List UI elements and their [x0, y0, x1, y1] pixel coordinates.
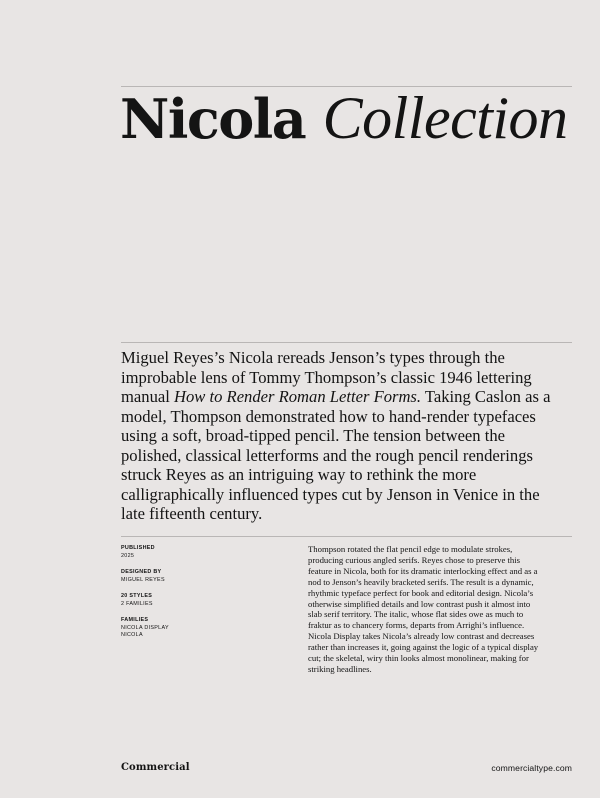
intro-text-after: Taking Caslon as a model, Thompson demonstrated how to hand-render typefaces using a soft, broad-tipped pencil. The tension between the polished, classical letterforms and the rough pencil renderings struck Reyes as an intriguing way to rethink the more calligraphically influenced types cut by Jenson in Venice in the late fifteenth century. — [121, 387, 551, 523]
title-collection-word: Collection — [322, 85, 568, 151]
foundry-logo: Commercial — [121, 762, 190, 773]
published-label: PUBLISHED — [121, 545, 155, 551]
published-value: 2025 — [121, 552, 135, 559]
families-label: FAMILIES — [121, 617, 149, 623]
body-paragraph: Thompson rotated the flat pencil edge to modulate strokes, producing curious angled serifs. Reyes chose to preserve this feature in Nicola, both for its dramatic interlocking effect and as a nod to Jenson’s heavily bracketed serifs. The result is a dynamic, rhythmic typeface perfect for book and editorial design. Nicola’s otherwise simplified details and low contrast push it almost into slab serif territory. The italic, whose flat sides owe as much to fraktur as to chancery forms, departs from Arrighi’s influence. Nicola Display takes Nicola’s already low contrast and decreases rather than increases it, going against the logic of a typical display cut; the skeletal, wiry thin looks almost monolinear, making for striking headlines. — [308, 544, 539, 674]
families-group — [121, 617, 281, 640]
styles-count-label: 20 STYLES — [121, 593, 153, 599]
website-url[interactable]: commercialtype.com — [491, 763, 572, 773]
families-count-value: 2 FAMILIES — [121, 600, 153, 607]
designer-value: MIGUEL REYES — [121, 576, 165, 583]
styles-group — [121, 593, 281, 608]
family-item: NICOLA DISPLAY — [121, 624, 169, 631]
page-title — [120, 85, 568, 151]
details-rule — [121, 536, 572, 537]
intro-rule — [121, 342, 572, 343]
intro-text-before: Miguel Reyes’s Nicola rereads Jenson’s types through the improbable lens of Tommy Thompson’s classic 1946 lettering manual — [121, 348, 532, 406]
metadata-column — [121, 545, 281, 649]
intro-book-title: How to Render Roman Letter Forms. — [174, 387, 422, 406]
title-family-name: Nicola — [120, 87, 306, 151]
designer-group — [121, 569, 281, 584]
published-group — [121, 545, 281, 560]
family-item: NICOLA — [121, 632, 143, 638]
designed-by-label: DESIGNED BY — [121, 569, 162, 575]
intro-paragraph — [121, 348, 561, 524]
